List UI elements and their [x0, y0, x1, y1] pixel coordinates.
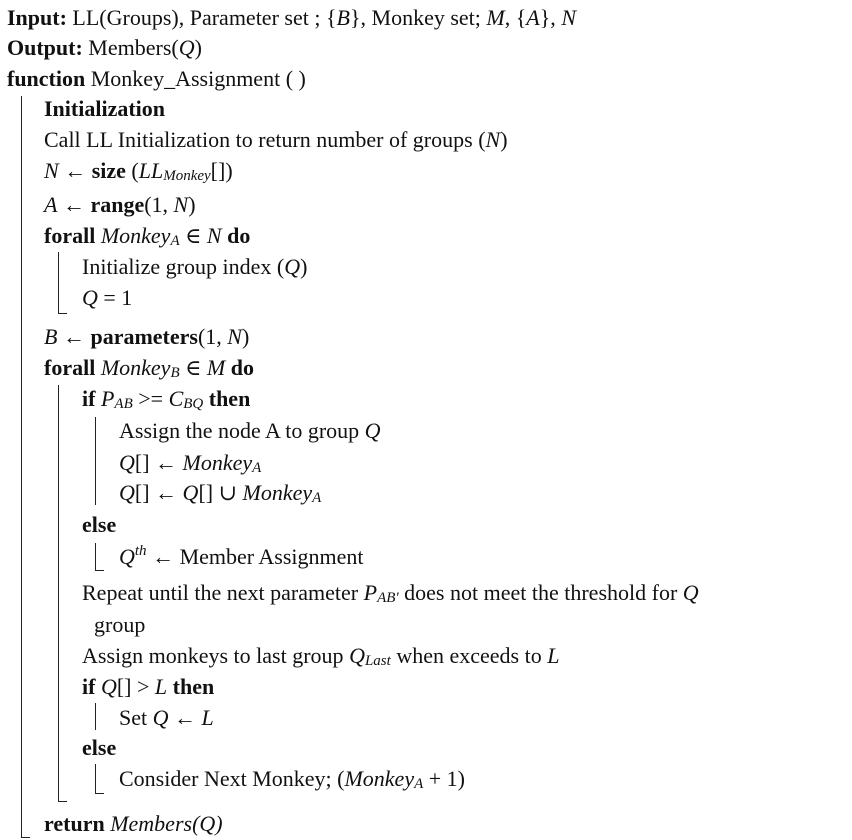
- function-line: function Monkey_Assignment ( ): [7, 66, 306, 91]
- forall-b-body-rule: [58, 385, 59, 802]
- forall-monkey-a-line: forall Monkey$_A$ ∈ N do: [44, 223, 251, 249]
- repeat-line: Repeat until the next parameter $P_{AB'}$ does not meet the threshold for Q: [82, 580, 699, 606]
- repeat-continuation-line: group: [94, 612, 146, 637]
- init-title: Initialization: [44, 96, 166, 121]
- else-keyword: else: [82, 512, 117, 537]
- set-q-line: Set Q ← L: [119, 705, 214, 730]
- function-keyword: function: [7, 66, 86, 91]
- function-body-tick: [21, 837, 30, 838]
- member-assignment-line: $Q^{th}$ ← Member Assignment: [119, 543, 364, 569]
- else2-body-rule: [95, 764, 96, 794]
- else2-keyword: else: [82, 735, 117, 760]
- else2-body-tick: [95, 793, 104, 794]
- init-range-line: A ← range(1, N): [44, 192, 196, 217]
- if-threshold-line: if $P_{AB} >= C_{BQ}$ then: [82, 386, 251, 412]
- q-equals-one-line: Q = 1: [82, 285, 133, 310]
- forall-monkey-b-line: forall Monkey$_B$ ∈ M do: [44, 355, 254, 381]
- last-group-line: Assign monkeys to last group $Q_{Last}$ when exceeds to L: [82, 643, 560, 669]
- function-body-rule: [21, 96, 22, 838]
- init-group-index-line: Initialize group index (Q): [82, 254, 308, 279]
- next-monkey-line: Consider Next Monkey; (Monkey$_A$ + 1): [119, 766, 465, 792]
- input-label: Input:: [7, 5, 67, 30]
- output-label: Output:: [7, 35, 83, 60]
- else-body-tick: [95, 570, 104, 571]
- q-assign-line: Q[] ← Monkey$_A$: [119, 450, 262, 476]
- input-line: Input: LL(Groups), Parameter set ; {B}, Monkey set; M, {A}, N: [7, 5, 576, 30]
- parameters-line: B ← parameters(1, N): [44, 324, 250, 349]
- init-call-line: Call LL Initialization to return number of groups (N): [44, 127, 508, 152]
- forall-a-body-rule: [58, 252, 59, 314]
- forall-b-body-tick: [58, 801, 67, 802]
- if2-then-body-rule: [95, 703, 96, 730]
- forall-a-body-tick: [58, 313, 67, 314]
- else-body-rule: [95, 543, 96, 571]
- assign-node-line: Assign the node A to group Q: [119, 418, 381, 443]
- init-size-line: N ← size $(LL_{Monkey}[])$: [44, 158, 233, 184]
- q-union-line: Q[] ← Q[] ∪ Monkey$_A$: [119, 480, 322, 506]
- output-line: Output: Members(Q): [7, 35, 202, 60]
- if-exceeds-line: if Q[] > L then: [82, 674, 215, 699]
- if-then-body-rule: [95, 417, 96, 505]
- return-line: return Members(Q): [44, 811, 223, 836]
